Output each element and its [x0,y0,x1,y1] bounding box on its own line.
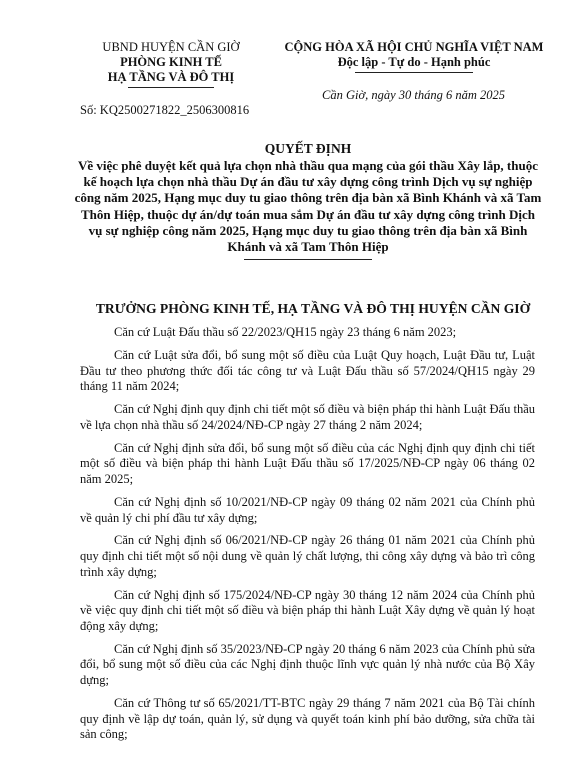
agency-line-3: HẠ TẦNG VÀ ĐÔ THỊ [107,70,235,84]
issuing-agency [82,40,260,88]
legal-basis-paragraph: Căn cứ Nghị định số 10/2021/NĐ-CP ngày 09 tháng 02 năm 2021 của Chính phủ về quản lý chi phí đầu tư xây dựng; [80,494,535,525]
legal-basis-paragraph: Căn cứ Nghị định số 175/2024/NĐ-CP ngày 30 tháng 12 năm 2024 của Chính phủ về việc quy định chi tiết một số điều và biện pháp thi hành Luật Xây dựng về quản lý hoạt động xây dựng; [80,587,535,633]
decision-title: QUYẾT ĐỊNH [264,141,352,156]
title-underline [244,259,372,260]
legal-basis-paragraph: Căn cứ Thông tư số 65/2021/TT-BTC ngày 29 tháng 7 năm 2021 của Bộ Tài chính quy định về lập dự toán, quản lý, sử dụng và quyết toán kinh phí bảo dưỡng, sửa chữa tài sản công; [80,696,535,742]
agency-line-1: UBND HUYỆN CẦN GIỜ [102,40,240,54]
national-motto: Độc lập - Tự do - Hạnh phúc [337,55,491,69]
legal-basis-paragraph: Căn cứ Luật sửa đổi, bổ sung một số điều của Luật Quy hoạch, Luật Đầu tư, Luật Đầu tư theo phương thức đối tác công tư và Luật Đấu thầu số 57/2024/QH15 ngày 29 tháng 11 năm 2024; [80,347,535,394]
agency-underline [128,87,214,88]
document-number: Số: KQ2500271822_2506300816 [80,103,250,117]
legal-basis-paragraph: Căn cứ Nghị định quy định chi tiết một số điều và biện pháp thi hành Luật Đấu thầu về lựa chọn nhà thầu số 24/2024/NĐ-CP ngày 27 tháng 2 năm 2024; [80,402,535,432]
agency-line-2: PHÒNG KINH TẾ [120,55,222,69]
decision-title-block [74,141,542,260]
place-date: Cần Giờ, ngày 30 tháng 6 năm 2025 [322,88,506,102]
legal-basis-paragraph: Căn cứ Nghị định số 06/2021/NĐ-CP ngày 26 tháng 01 năm 2021 của Chính phủ quy định chi tiết một số nội dung về quản lý chất lượng, thi công xây dựng và bảo trì công trình xây dựng; [80,533,535,579]
motto-underline [355,72,473,73]
country-name: CỘNG HÒA XÃ HỘI CHỦ NGHĨA VIỆT NAM [284,40,544,54]
decision-subject: Về việc phê duyệt kết quả lựa chọn nhà thầu qua mạng của gói thầu Xây lắp, thuộc kế hoạch lựa chọn nhà thầu Dự án đầu tư xây dựng công trình Dịch vụ sự nghiệp công năm 2025, Hạng mục duy tu giao thông trên địa bàn xã Bình Khánh và xã Tam Thôn Hiệp, thuộc dự án/dự toán mua sắm Dự án đầu tư xây dựng công trình Dịch vụ sự nghiệp công năm 2025, Hạng mục duy tu giao thông trên địa bàn xã Bình Khánh và xã Tam Thôn Hiệp [74,158,542,255]
legal-bases [80,325,535,750]
issuing-authority: TRƯỞNG PHÒNG KINH TẾ, HẠ TẦNG VÀ ĐÔ THỊ HUYỆN CẦN GIỜ [95,301,531,316]
legal-basis-paragraph: Căn cứ Luật Đấu thầu số 22/2023/QH15 ngày 23 tháng 6 năm 2023; [114,325,457,339]
legal-basis-paragraph: Căn cứ Nghị định sửa đổi, bổ sung một số điều của các Nghị định quy định chi tiết một số điều và biện pháp thi hành Luật Đấu thầu số 17/2025/NĐ-CP ngày 06 tháng 02 năm 2025; [80,440,535,486]
national-heading [256,40,572,73]
legal-basis-paragraph: Căn cứ Nghị định số 35/2023/NĐ-CP ngày 20 tháng 6 năm 2023 của Chính phủ sửa đổi, bổ sung một số điều của các Nghị định thuộc lĩnh vực quản lý nhà nước của Bộ Xây dựng; [80,641,535,688]
